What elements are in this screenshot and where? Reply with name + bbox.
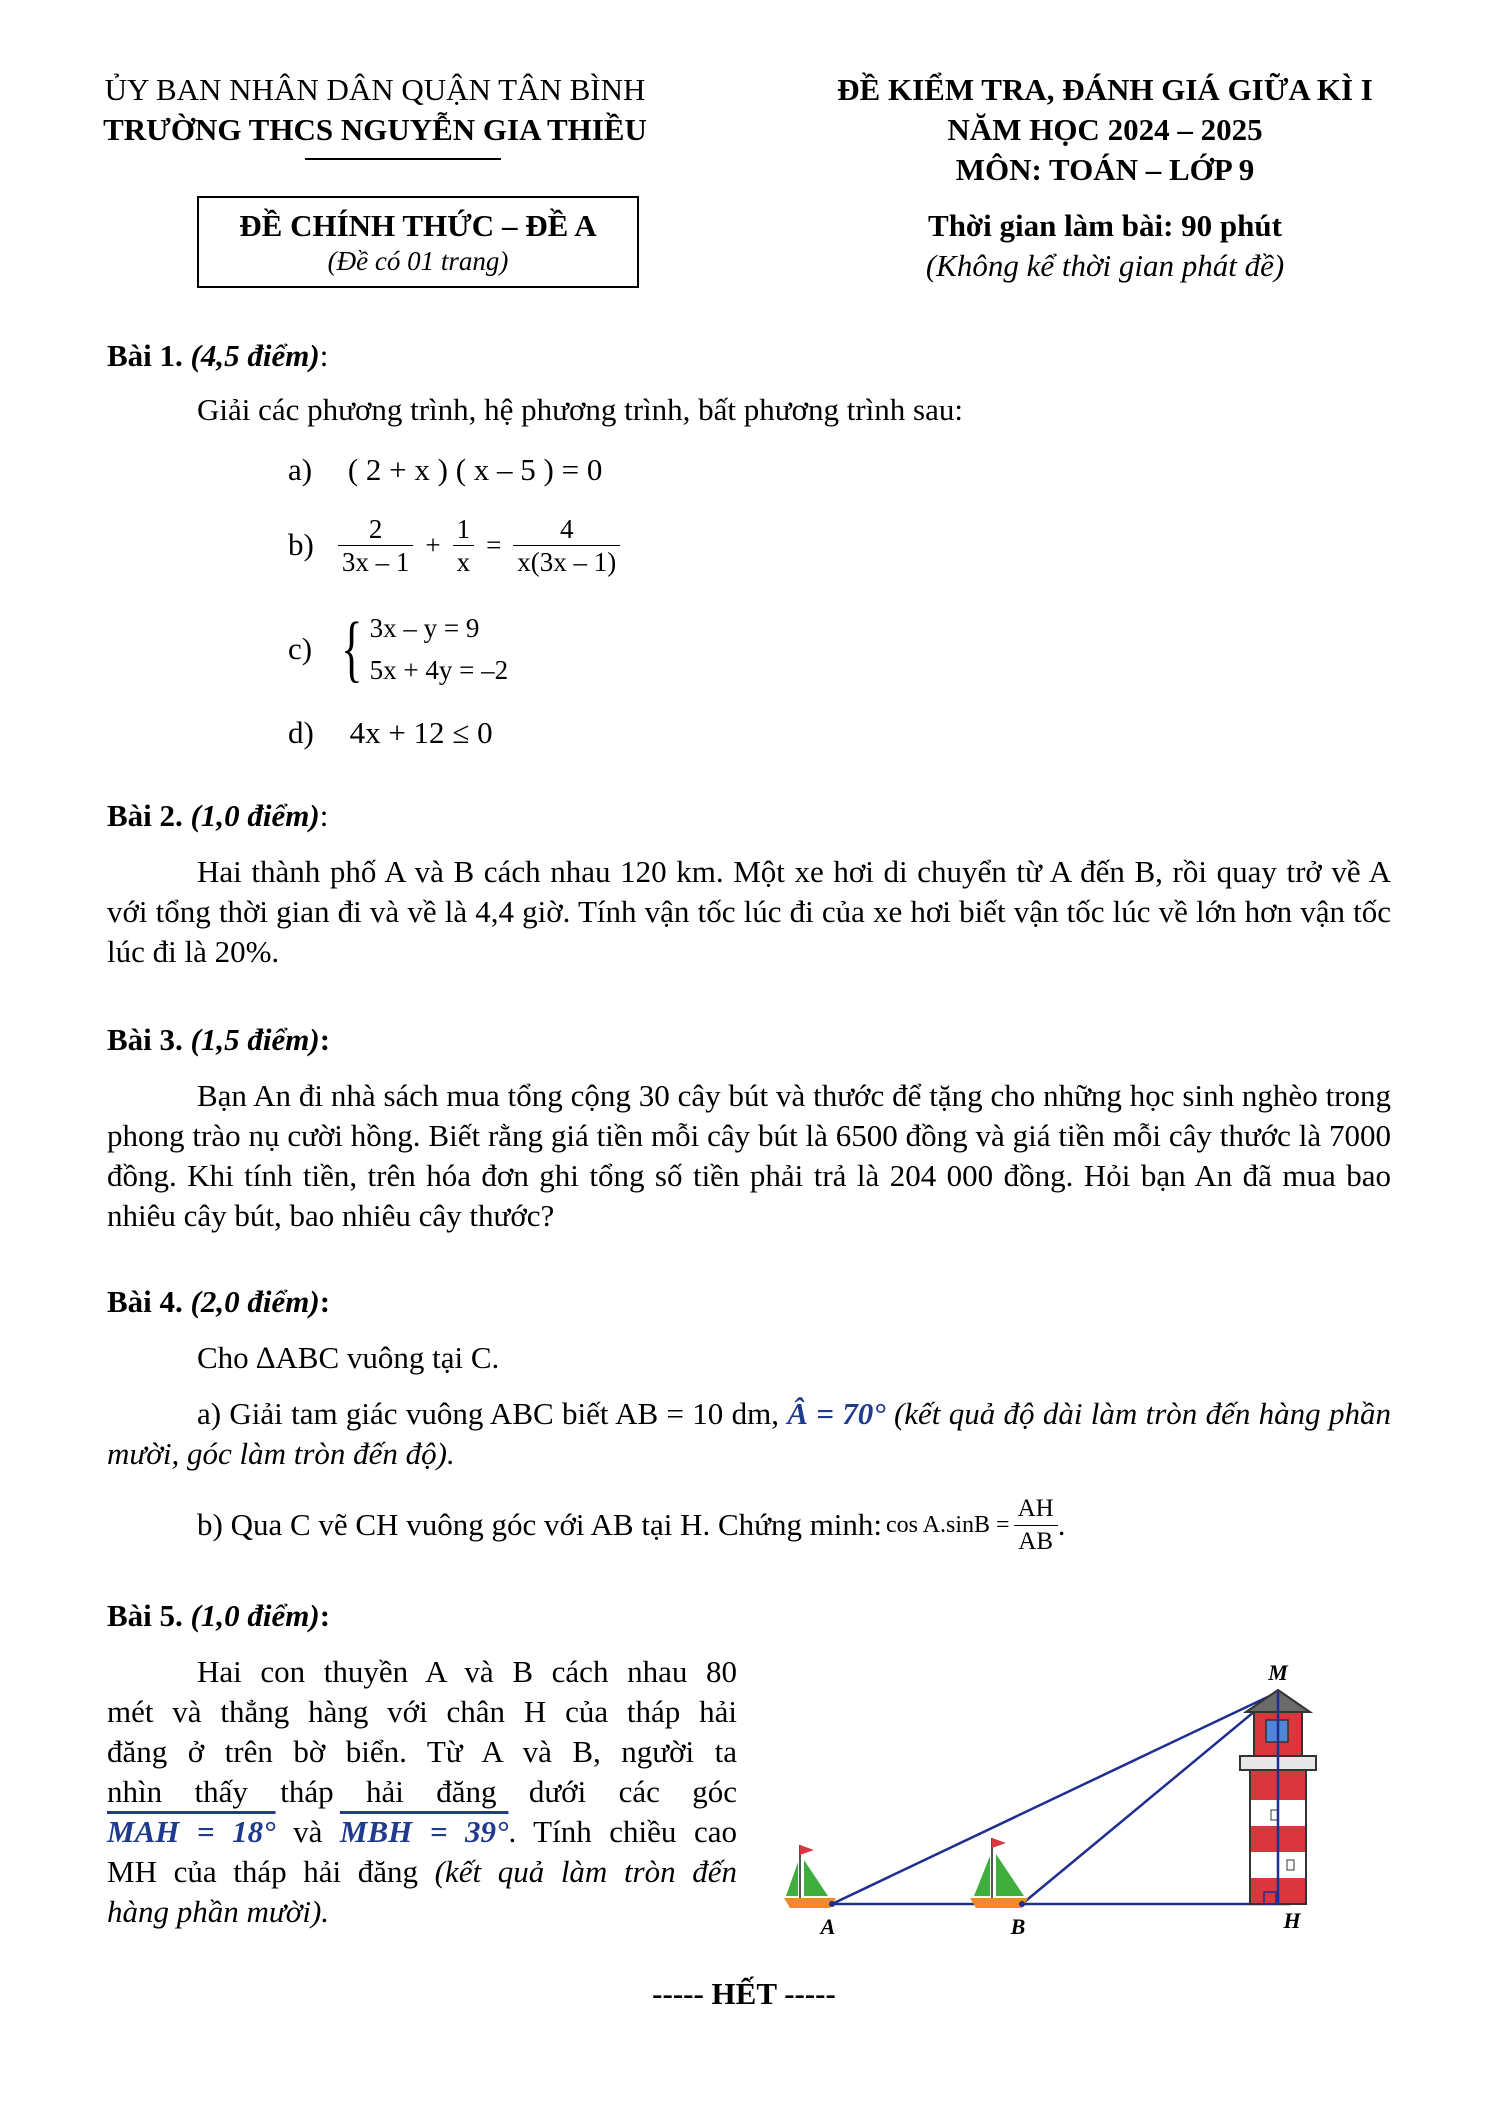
bai1-b-frac1: $\frac{2}{3x - 1}$ [338,513,414,578]
bai4-intro: Cho ∆ABC vuông tại C. [197,1340,500,1375]
time-note: (Không kể thời gian phát đề) [925,248,1285,283]
bai4-a [107,1394,1391,1474]
bai5-line5: MAH = 18° và MBH = 39°. Tính chiều cao [107,1814,737,1849]
bai4-points: (2,0 điểm) [190,1284,320,1319]
bai1-points: (4,5 điểm) [190,338,320,373]
bai5-line6: MH của tháp hải đăng (kết quả làm tròn đến [107,1854,737,1889]
bai1-a-label: a) [288,452,313,487]
bai5-line2: mét và thẳng hàng với chân H của tháp hải [107,1694,737,1729]
bai4-a-text: a) Giải tam giác vuông ABC biết AB = 10 dm, [197,1396,788,1431]
subject: MÔN: TOÁN – LỚP 9 [955,152,1255,187]
bai1-label: Bài 1. [107,338,183,373]
header-underline [305,158,501,160]
bai1-d-expr: 4x + 12 ≤ 0 [349,715,493,750]
bai4-a-angle: Â = 70° [787,1396,886,1431]
bai1-c [288,607,508,691]
bai5-angle-mbh: MBH = 39° [339,1814,509,1849]
bai3-label: Bài 3. [107,1022,183,1057]
bai4-b-lhs: cos A.sinB = [886,1511,1010,1538]
sight-line-bm [1022,1692,1278,1904]
time-limit: Thời gian làm bài: 90 phút [928,208,1282,243]
bai5-line1: Hai con thuyền A và B cách nhau 80 [197,1654,737,1689]
school-name: TRƯỜNG THCS NGUYỄN GIA THIỀU [103,112,647,147]
bai4-a-note: (kết quả độ dài làm tròn đến hàng phần mười, góc làm tròn đến độ). [107,1396,1391,1471]
lighthouse-figure [780,1650,1380,1940]
header-right [780,70,1430,190]
bai1-b-plus: + [425,529,441,560]
lighthouse-icon [1240,1690,1316,1904]
bai1-c-label: c) [288,631,313,666]
bai4-b-end: . [1057,1507,1066,1542]
sailboat-b-icon [970,1838,1028,1908]
bai5-label: Bài 5. [107,1598,183,1633]
bai4-heading: Bài 4. (2,0 điểm): [107,1284,331,1319]
bai5-text [107,1652,737,1932]
bai4-b [197,1490,1065,1560]
header-left [60,70,690,150]
bai5-line7: hàng phần mười). [107,1894,330,1929]
sight-line-am [832,1692,1278,1904]
label-m: M [1268,1660,1288,1685]
bai1-c-eq2: 5x + 4y = –2 [369,655,509,685]
bai3-text: Bạn An đi nhà sách mua tổng cộng 30 cây bút và thước để tặng cho những học sinh nghèo trong phong trào nụ cười hồng. Biết rằng giá tiền mỗi cây bút là 6500 đồng và giá tiền mỗi cây thước là 7000 đồng. Khi tính tiền, trên hóa đơn ghi tổng số tiền phải trả là 204 000 đồng. Hỏi bạn An đã mua bao nhiêu cây bút, bao nhiêu cây thước? [107,1078,1391,1233]
sailboat-a-icon [784,1845,836,1908]
bai4-label: Bài 4. [107,1284,183,1319]
label-a: A [820,1914,836,1939]
bai1-a [288,450,602,490]
bai5-line4: nhìn thấy tháp hải đăng dưới các góc [107,1774,737,1809]
bai1-b-equals: = [486,529,502,560]
exam-title: ĐỀ KIỂM TRA, ĐÁNH GIÁ GIỮA KÌ I [837,72,1373,107]
bai1-d [288,713,493,753]
bai1-d-label: d) [288,715,314,750]
bai5-angle-mah: MAH = 18° [107,1814,276,1849]
bai5-heading: Bài 5. (1,0 điểm): [107,1598,331,1633]
bai1-b-label: b) [288,527,314,562]
bai1-c-system [370,607,508,691]
bai1-b-frac3: $\frac{4}{x(3x - 1)}$ [513,513,620,578]
label-b: B [1010,1914,1026,1939]
bai3-heading: Bài 3. (1,5 điểm): [107,1022,331,1057]
bai2-points: (1,0 điểm) [190,798,320,833]
bai2-heading: Bài 2. (1,0 điểm): [107,798,329,833]
system-brace: { [341,608,363,690]
page-count: (Đề có 01 trang) [327,246,509,276]
label-h: H [1283,1908,1301,1933]
official-box [197,196,639,288]
bai1-a-expr: ( 2 + x ) ( x – 5 ) = 0 [347,452,603,487]
bai5-line3: đăng ở trên bờ biển. Từ A và B, người ta [107,1734,737,1769]
bai4-b-text: b) Qua C vẽ CH vuông góc với AB tại H. Chứng minh: [197,1507,883,1542]
bai4-b-frac: $\frac{AH}{AB}$ [1014,1493,1058,1558]
time-block [800,206,1410,286]
school-year: NĂM HỌC 2024 – 2025 [947,112,1263,147]
official-title: ĐỀ CHÍNH THỨC – ĐỀ A [239,208,597,243]
bai1-b-frac2: $\frac{1}{x}$ [453,513,475,578]
end-marker: ----- HẾT ----- [652,1976,836,2011]
district-name: ỦY BAN NHÂN DÂN QUẬN TÂN BÌNH [104,72,646,107]
bai3-points: (1,5 điểm) [190,1022,320,1057]
bai5-points: (1,0 điểm) [190,1598,320,1633]
bai1-b [288,505,620,585]
bai1-intro: Giải các phương trình, hệ phương trình, bất phương trình sau: [197,392,963,427]
bai2-label: Bài 2. [107,798,183,833]
bai2-text: Hai thành phố A và B cách nhau 120 km. Một xe hơi di chuyển từ A đến B, rồi quay trở về A với tổng thời gian đi và về là 4,4 giờ. Tính vận tốc lúc đi của xe hơi biết vận tốc lúc về lớn hơn vận tốc lúc đi là 20%. [107,854,1391,969]
bai1-heading: Bài 1. (4,5 điểm): [107,338,329,373]
bai1-c-eq1: 3x – y = 9 [369,613,480,643]
